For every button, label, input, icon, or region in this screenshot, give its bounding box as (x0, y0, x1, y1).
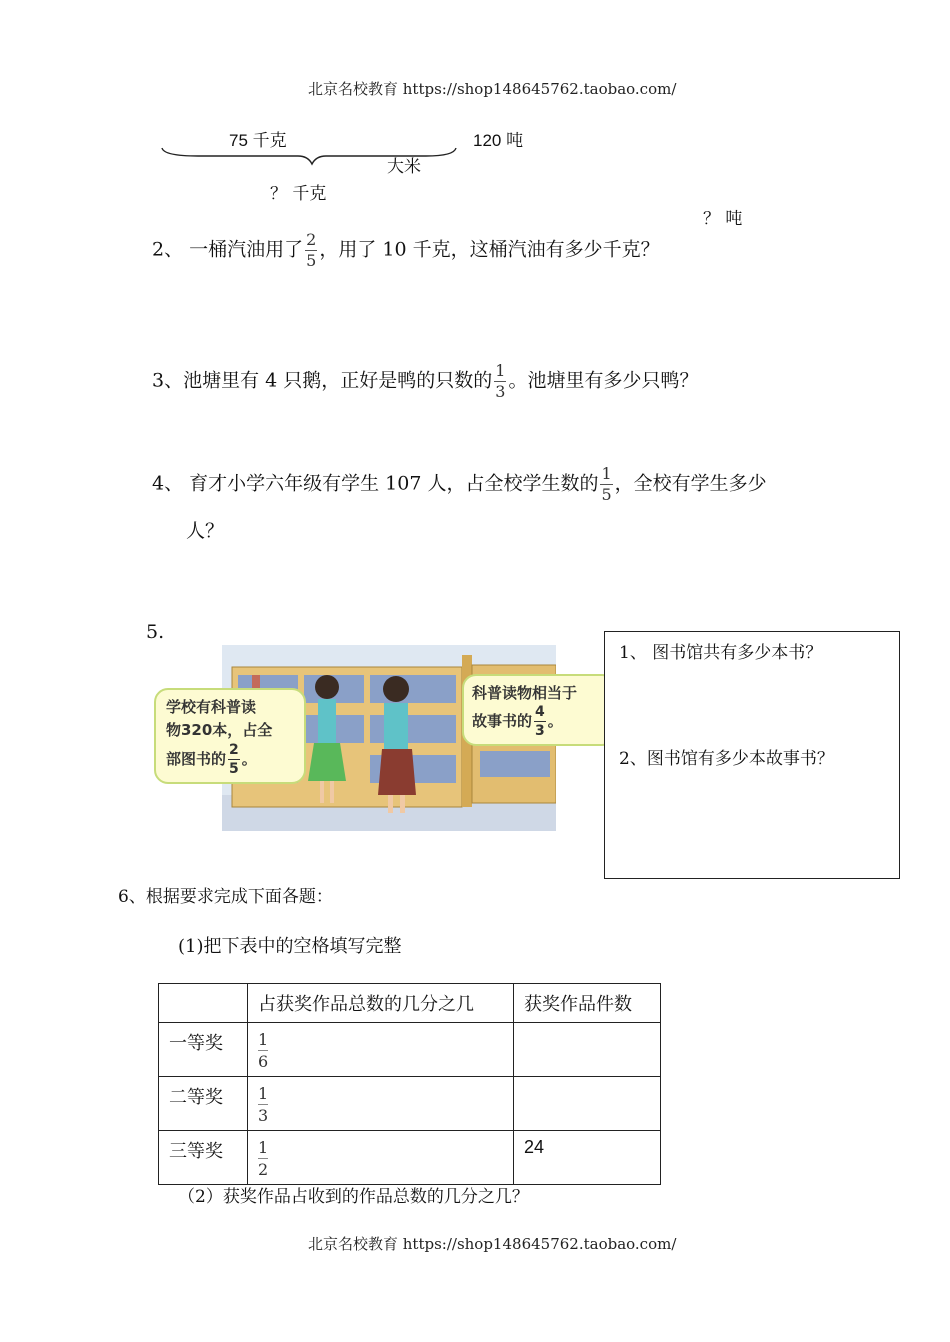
bubble-right-line1: 科普读物相当于 (472, 684, 578, 702)
row3-frac-den: 2 (258, 1160, 269, 1179)
q2-prefix: 2、 一桶汽油用了 (152, 238, 304, 261)
table-cell-count[interactable] (514, 1077, 661, 1131)
question-5-number: 5. (146, 621, 165, 643)
question-6-title: 6、根据要求完成下面各题： (118, 887, 333, 907)
row1-frac-den: 6 (258, 1052, 269, 1071)
bubble-right-frac-num: 4 (535, 704, 545, 721)
row1-frac-num: 1 (258, 1030, 269, 1049)
brace-icon (158, 144, 468, 174)
q2-frac-den: 5 (306, 251, 317, 270)
table-header-cell: 占获奖作品总数的几分之几 (248, 984, 514, 1023)
table-cell-count[interactable]: 24 (514, 1131, 661, 1185)
speech-bubble-right (462, 674, 616, 746)
bubble-right-tail: 。 (547, 712, 563, 731)
table-cell-label: 三等奖 (159, 1131, 248, 1185)
q2-fraction (305, 232, 317, 269)
q3-frac-num: 1 (495, 361, 506, 380)
question-2 (152, 232, 660, 269)
diagram-label-unknown-kg: ？ 千克 (270, 184, 327, 204)
bubble-right-fraction (534, 705, 546, 738)
table-cell-count[interactable] (514, 1023, 661, 1077)
bubble-left-line1: 学校有科普读 (166, 698, 257, 716)
bubble-left-tail: 。 (241, 749, 257, 768)
box-question-1: 1、 图书馆共有多少本书？ (619, 643, 823, 663)
row2-frac-num: 1 (258, 1084, 269, 1103)
box-question-2: 2、图书馆有多少本故事书？ (619, 749, 834, 769)
table-cell-fraction (248, 1131, 514, 1185)
page-footer: 北京名校教育 https://shop148645762.taobao.com/ (308, 1235, 677, 1253)
bubble-right-line2-text: 故事书的 (472, 712, 533, 731)
bubble-left-line3 (166, 743, 294, 776)
question-4 (152, 466, 767, 503)
question-6-sub2: （2）获奖作品占收到的作品总数的几分之几？ (178, 1187, 529, 1207)
q3-frac-den: 3 (495, 382, 506, 401)
q3-fraction (494, 363, 506, 400)
question-6-sub1: (1)把下表中的空格填写完整 (178, 936, 402, 957)
question-5-box (604, 631, 900, 879)
diagram-label-dami: 大米 (387, 157, 421, 177)
q3-prefix: 3、池塘里有 4 只鹅，正好是鸭的只数的 (152, 369, 493, 392)
table-row (159, 1023, 661, 1077)
bubble-left-line2: 物320本，占全 (166, 721, 273, 740)
bubble-left-line3-text: 部图书的 (166, 749, 227, 768)
q2-frac-num: 2 (306, 230, 317, 249)
bubble-right-line2 (472, 705, 606, 738)
diagram-label-unknown-t: ？ 吨 (703, 209, 743, 229)
table-cell-fraction (248, 1077, 514, 1131)
bubble-left-fraction (228, 743, 240, 776)
row3-frac-num: 1 (258, 1138, 269, 1157)
bubble-left-frac-den: 5 (229, 760, 239, 777)
table-row (159, 1077, 661, 1131)
q2-suffix: ，用了 10 千克，这桶汽油有多少千克？ (319, 238, 660, 261)
page-header: 北京名校教育 https://shop148645762.taobao.com/ (308, 80, 677, 98)
bubble-right-frac-den: 3 (535, 723, 545, 740)
bubble-left-frac-num: 2 (229, 741, 239, 758)
q4-frac-den: 5 (601, 485, 612, 504)
table-cell-fraction (248, 1023, 514, 1077)
table-row (159, 1131, 661, 1185)
q3-suffix: 。池塘里有多少只鸭？ (508, 369, 699, 392)
speech-bubble-left (154, 688, 306, 784)
table-header-cell: 获奖作品件数 (514, 984, 661, 1023)
q4-fraction (600, 466, 612, 503)
q4-frac-num: 1 (601, 464, 612, 483)
q4-prefix: 4、 育才小学六年级有学生 107 人，占全校学生数的 (152, 472, 599, 495)
award-table (158, 983, 661, 1185)
table-cell-label: 一等奖 (159, 1023, 248, 1077)
table-cell-label: 二等奖 (159, 1077, 248, 1131)
diagram-label-75kg: 75 千克 (229, 131, 287, 150)
table-header-row (159, 984, 661, 1023)
q4-suffix: ，全校有学生多少 (614, 472, 767, 495)
question-4-line2: 人？ (186, 520, 225, 542)
question-3 (152, 363, 698, 400)
row2-frac-den: 3 (258, 1106, 269, 1125)
diagram-label-120t: 120 吨 (473, 131, 524, 150)
table-header-cell (159, 984, 248, 1023)
